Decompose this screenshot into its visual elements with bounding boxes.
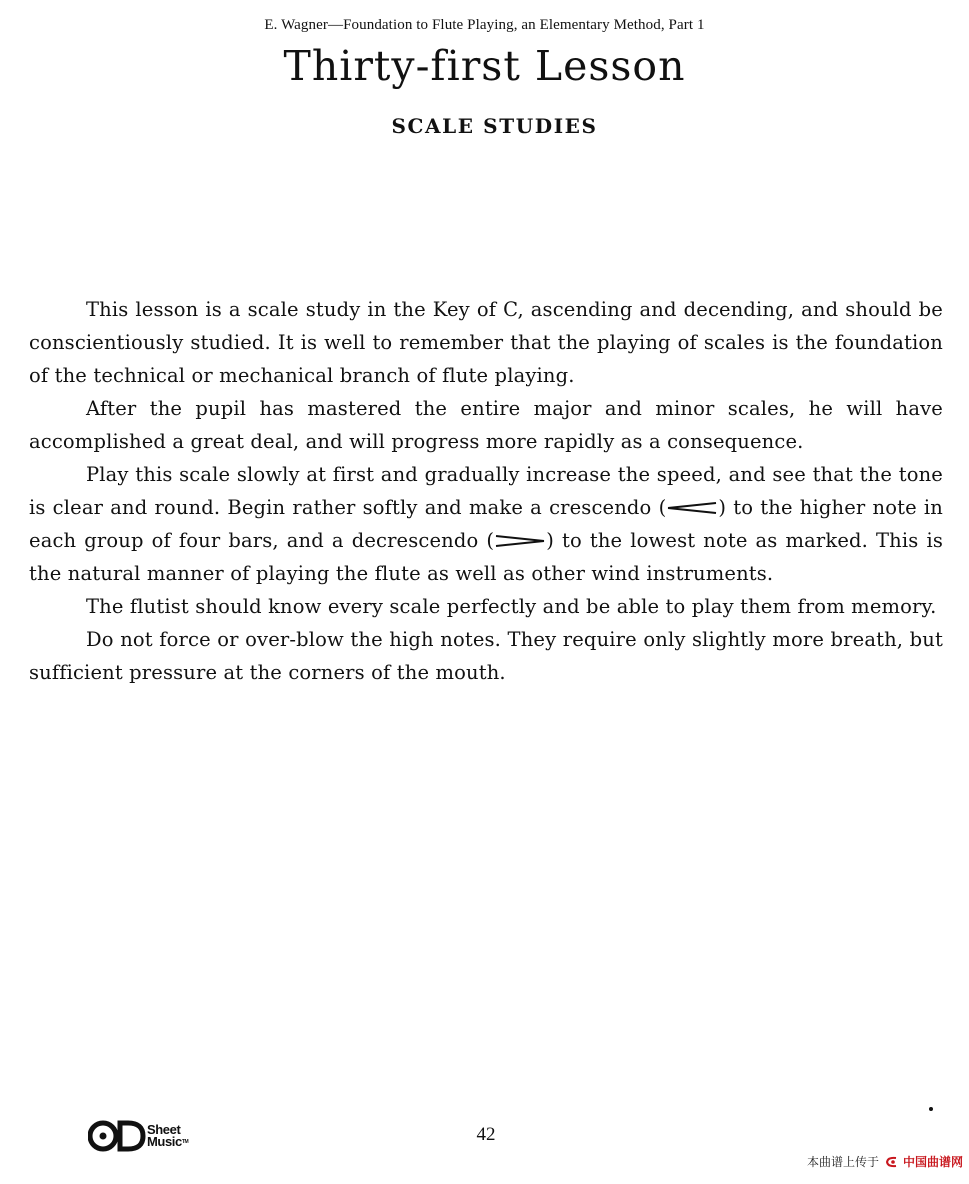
watermark-site: 中国曲谱网 xyxy=(902,1155,963,1169)
paragraph-high-notes: Do not force or over-blow the high notes. They require only slightly more breath, but sufficient pressure at the corners of the mouth. xyxy=(29,628,943,684)
logo-trademark: TM xyxy=(181,1139,189,1145)
paragraph-dynamics xyxy=(29,458,943,590)
lesson-subtitle: SCALE STUDIES xyxy=(391,114,598,138)
paragraph-major-minor: After the pupil has mastered the entire major and minor scales, he will have accomplished a great deal, and will progress more rapidly as a consequence. xyxy=(29,397,943,453)
paragraph-dynamics-part-3: ) to the lowest note as marked. This is the natural manner of playing the flute as well as other wind instruments. xyxy=(29,529,943,585)
decrescendo-hairpin-icon xyxy=(494,534,546,548)
watermark xyxy=(807,1153,963,1170)
page-dot xyxy=(929,1107,933,1111)
watermark-logo-icon xyxy=(885,1156,899,1168)
lesson-title: Thirty-first Lesson xyxy=(283,42,686,90)
paragraph-scale-study: This lesson is a scale study in the Key of C, ascending and decending, and should be conscientiously studied. It is well to remember that the playing of scales is the foundation of the technical or mechanical branch of flute playing. xyxy=(29,298,943,387)
running-header: E. Wagner—Foundation to Flute Playing, an Elementary Method, Part 1 xyxy=(264,17,705,33)
paragraph-dynamics-part-1: Play this scale slowly at first and gradually increase the speed, and see that the tone is clear and round. Begin rather softly and make a crescendo ( xyxy=(29,463,943,519)
logo-word-sheet: Sheet xyxy=(147,1122,181,1137)
paragraph-memory: The flutist should know every scale perfectly and be able to play them from memory. xyxy=(86,595,937,618)
page-number: 42 xyxy=(476,1124,496,1145)
lesson-body xyxy=(29,293,943,689)
logo-word-music: Music™ xyxy=(147,1134,189,1149)
watermark-text: 本曲谱上传于 xyxy=(806,1155,879,1169)
paragraph-dynamics-part-2: ) to the higher note in each group of four bars, and a decrescendo ( xyxy=(29,496,943,552)
crescendo-hairpin-icon xyxy=(666,501,718,515)
